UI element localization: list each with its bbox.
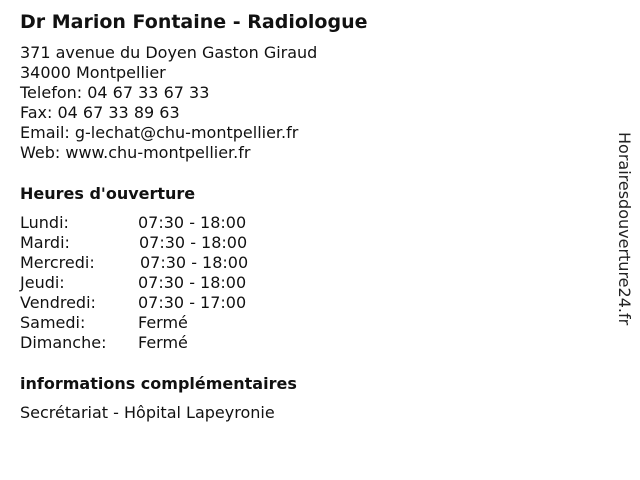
opening-hours-heading: Heures d'ouverture [20,184,196,203]
additional-info-heading: informations complémentaires [20,374,297,393]
hours-day: Samedi: [20,313,86,332]
hours-day: Dimanche: [20,333,107,352]
hours-day: Jeudi: [20,273,65,292]
website: Web: www.chu-montpellier.fr [20,143,251,162]
additional-info-text: Secrétariat - Hôpital Lapeyronie [20,403,275,422]
contact-details [20,43,317,163]
hours-time: 07:30 - 18:00 [138,213,247,232]
hours-time: Fermé [138,333,188,352]
hours-time: 07:30 - 17:00 [138,293,247,312]
email-address: Email: g-lechat@chu-montpellier.fr [20,123,299,142]
page-title: Dr Marion Fontaine - Radiologue [20,11,368,33]
hours-time: Fermé [138,313,188,332]
address-city: 34000 Montpellier [20,63,166,82]
hours-time: 07:30 - 18:00 [139,233,248,252]
phone-number: Telefon: 04 67 33 67 33 [20,83,210,102]
hours-time: 07:30 - 18:00 [138,273,247,292]
address-street: 371 avenue du Doyen Gaston Giraud [20,43,318,62]
hours-day: Mardi: [20,233,70,252]
site-watermark: Horairesdouverture24.fr [615,132,634,326]
hours-day: Vendredi: [20,293,96,312]
hours-day: Lundi: [20,213,69,232]
fax-number: Fax: 04 67 33 89 63 [20,103,180,122]
hours-day: Mercredi: [20,253,95,272]
hours-time: 07:30 - 18:00 [140,253,249,272]
